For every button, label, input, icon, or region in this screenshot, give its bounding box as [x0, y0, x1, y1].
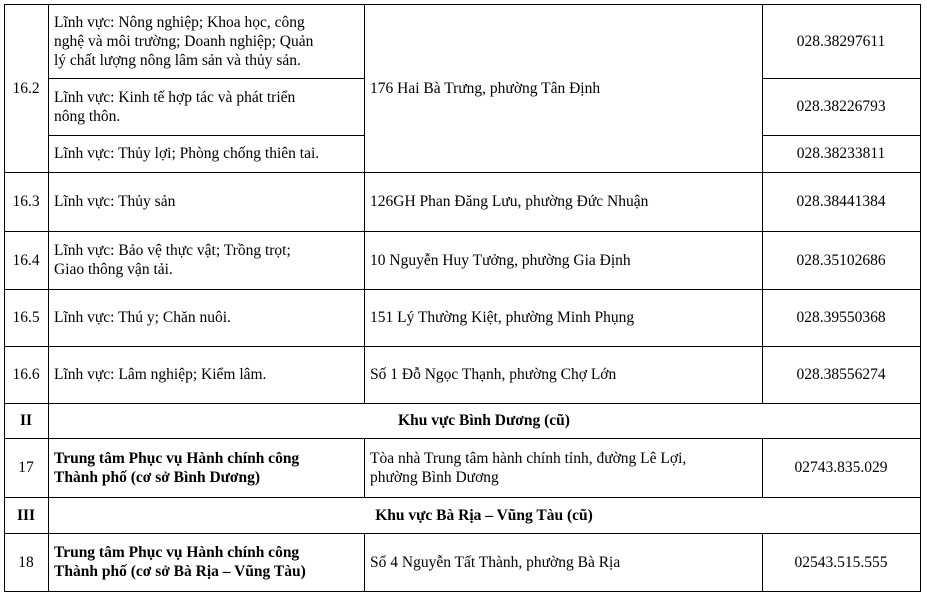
field-cell: Lĩnh vực: Lâm nghiệp; Kiểm lâm.	[54, 366, 267, 383]
phone-cell: 028.39550368	[796, 309, 886, 326]
address-cell: 126GH Phan Đăng Lưu, phường Đức Nhuận	[370, 193, 649, 210]
table-border	[762, 135, 920, 136]
field-cell: Lĩnh vực: Thủy lợi; Phòng chống thiên tai.	[54, 145, 320, 162]
table-border	[48, 135, 364, 136]
table-border	[4, 438, 920, 439]
table-border	[4, 403, 920, 404]
field-cell: Lĩnh vực: Kinh tế hợp tác và phát triển nông thôn.	[54, 88, 296, 125]
table-border	[4, 497, 920, 498]
table-border	[762, 533, 763, 592]
address-cell: Số 1 Đỗ Ngọc Thạnh, phường Chợ Lớn	[370, 366, 617, 383]
row-number: 16.3	[12, 193, 40, 210]
table-border	[4, 591, 920, 592]
table-border	[762, 78, 920, 79]
section-number: III	[16, 506, 36, 524]
row-number: 16.2	[12, 79, 40, 97]
section-number: II	[19, 412, 33, 429]
table-border	[762, 438, 763, 497]
address-cell: Số 4 Nguyễn Tất Thành, phường Bà Rịa	[370, 553, 621, 571]
field-cell: Lĩnh vực: Bảo vệ thực vật; Trồng trọt; Giao thông vận tải.	[54, 242, 291, 278]
table-border	[4, 533, 920, 534]
address-cell: 10 Nguyễn Huy Tưởng, phường Gia Định	[370, 251, 631, 269]
table-border	[762, 4, 763, 403]
table-border	[48, 4, 49, 592]
field-cell: Lĩnh vực: Thú y; Chăn nuôi.	[54, 309, 231, 326]
phone-cell: 02543.515.555	[794, 553, 888, 571]
field-cell: Lĩnh vực: Nông nghiệp; Khoa học, công nghệ và môi trường; Doanh nghiệp; Quản lý chất lượng nông lâm sản và thủy sản.	[54, 13, 314, 69]
table-border	[920, 4, 921, 592]
office-name-cell: Trung tâm Phục vụ Hành chính công Thành phố (cơ sở Bà Rịa – Vũng Tàu)	[54, 544, 306, 580]
section-title: Khu vực Bình Dương (cũ)	[398, 412, 570, 429]
address-cell: 151 Lý Thường Kiệt, phường Minh Phụng	[370, 309, 635, 326]
field-cell: Lĩnh vực: Thủy sản	[54, 193, 176, 210]
table-border	[4, 172, 920, 173]
row-number: 16.6	[12, 366, 40, 383]
phone-cell: 02743.835.029	[794, 459, 888, 476]
section-title: Khu vực Bà Rịa – Vũng Tàu (cũ)	[375, 506, 593, 524]
table-border	[364, 438, 365, 497]
row-number: 17	[18, 459, 34, 476]
address-cell: Tòa nhà Trung tâm hành chính tỉnh, đường Lê Lợi, phường Bình Dương	[370, 449, 687, 486]
table-border	[4, 4, 920, 5]
table-border	[48, 78, 364, 79]
phone-cell: 028.38233811	[796, 145, 886, 162]
table-border	[364, 533, 365, 592]
row-number: 18	[18, 553, 34, 571]
phone-cell: 028.38556274	[796, 366, 886, 383]
phone-cell: 028.38297611	[796, 32, 886, 50]
table-border	[4, 4, 5, 592]
table-border	[364, 4, 365, 403]
phone-cell: 028.35102686	[796, 251, 886, 269]
table-border	[4, 289, 920, 290]
phone-cell: 028.38226793	[796, 98, 886, 115]
table-border	[4, 231, 920, 232]
row-number: 16.5	[12, 309, 40, 326]
address-cell: 176 Hai Bà Trưng, phường Tân Định	[370, 79, 601, 97]
office-name-cell: Trung tâm Phục vụ Hành chính công Thành phố (cơ sở Bình Dương)	[54, 449, 300, 486]
table-border	[4, 346, 920, 347]
row-number: 16.4	[12, 251, 40, 269]
phone-cell: 028.38441384	[796, 193, 886, 210]
